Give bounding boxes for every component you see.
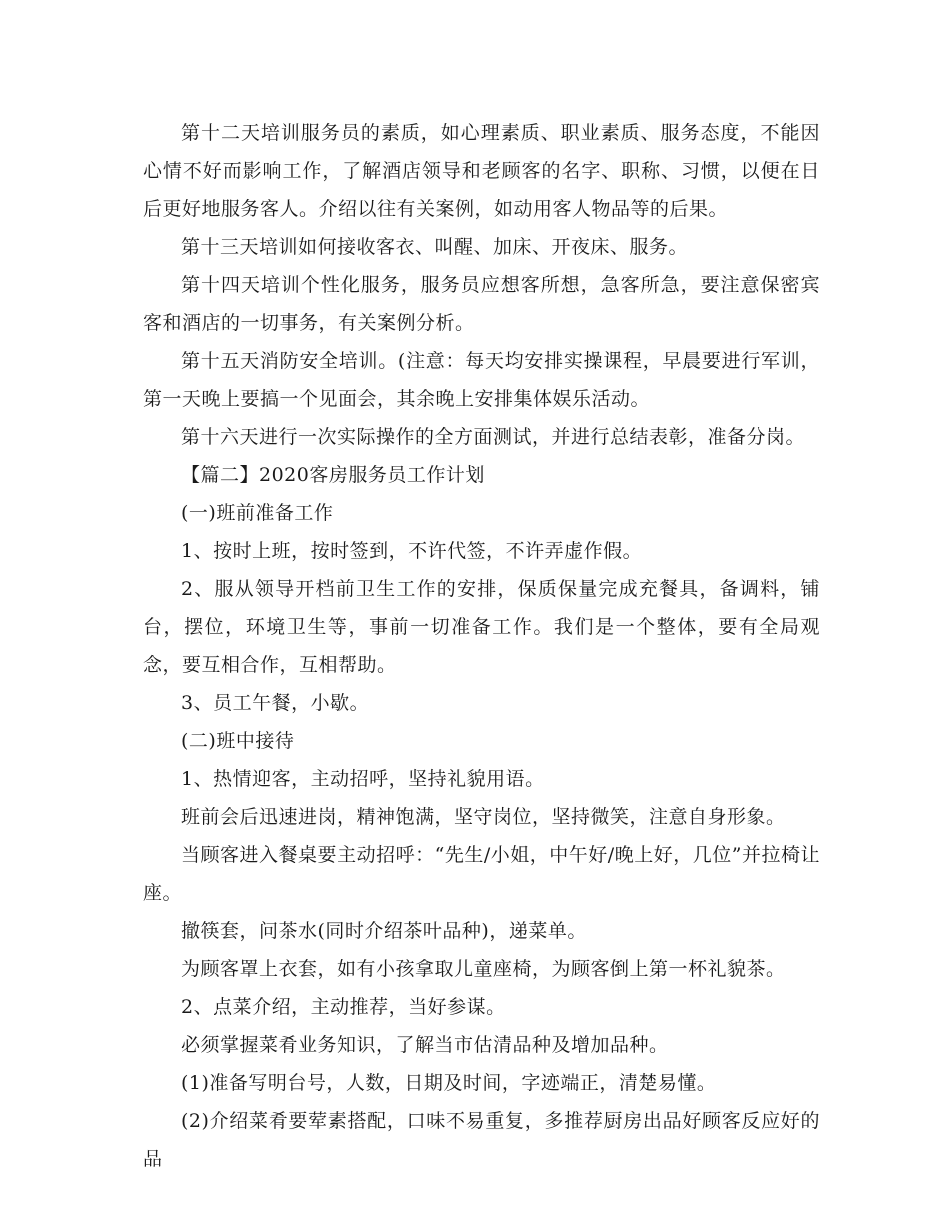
paragraph-day-13: 第十三天培训如何接收客衣、叫醒、加床、开夜床、服务。: [181, 236, 689, 258]
list-item: 2、点菜介绍，主动推荐，当好参谋。: [181, 996, 506, 1018]
subheading-in-shift: (二)班中接待: [181, 730, 295, 752]
paragraph: 撤筷套，问茶水(同时介绍茶叶品种)，递菜单。: [181, 920, 587, 942]
paragraph: 班前会后迅速进岗，精神饱满，坚守岗位，坚持微笑，注意自身形象。: [181, 806, 786, 828]
list-item: 3、员工午餐，小歇。: [181, 692, 370, 714]
paragraph-day-14: 第十四天培训个性化服务，服务员应想客所想，急客所急，要注意保密宾客和酒店的一切事务，有关案例分析。: [143, 274, 820, 334]
list-item: (2)介绍菜肴要荤素搭配，口味不易重复，多推荐厨房出品好顾客反应好的品: [143, 1110, 820, 1170]
paragraph: 为顾客罩上衣套，如有小孩拿取儿童座椅，为顾客倒上第一杯礼貌茶。: [181, 958, 786, 980]
paragraph-day-15: 第十五天消防安全培训。(注意：每天均安排实操课程，早晨要进行军训，第一天晚上要搞一个见面会，其余晚上安排集体娱乐活动。: [143, 350, 820, 410]
list-item: 1、热情迎客，主动招呼，坚持礼貌用语。: [181, 768, 545, 790]
list-item: 2、服从领导开档前卫生工作的安排，保质保量完成充餐具，备调料，铺台，摆位，环境卫生等，事前一切准备工作。我们是一个整体，要有全局观念，要互相合作，互相帮助。: [143, 578, 820, 676]
section-heading-part-two: 【篇二】2020客房服务员工作计划: [181, 464, 485, 486]
list-item: 1、按时上班，按时签到，不许代签，不许弄虚作假。: [181, 540, 643, 562]
paragraph: 当顾客进入餐桌要主动招呼：“先生/小姐，中午好/晚上好，几位”并拉椅让座。: [143, 844, 820, 904]
list-item: (1)准备写明台号，人数，日期及时间，字迹端正，清楚易懂。: [181, 1072, 717, 1094]
paragraph-day-12: 第十二天培训服务员的素质，如心理素质、职业素质、服务态度，不能因心情不好而影响工作，了解酒店领导和老顾客的名字、职称、习惯，以便在日后更好地服务客人。介绍以往有关案例，如动用客人物品等的后果。: [143, 122, 820, 220]
paragraph-day-16: 第十六天进行一次实际操作的全方面测试，并进行总结表彰，准备分岗。: [181, 426, 806, 448]
paragraph: 必须掌握菜肴业务知识，了解当市估清品种及增加品种。: [181, 1034, 669, 1056]
subheading-pre-shift: (一)班前准备工作: [181, 502, 334, 524]
